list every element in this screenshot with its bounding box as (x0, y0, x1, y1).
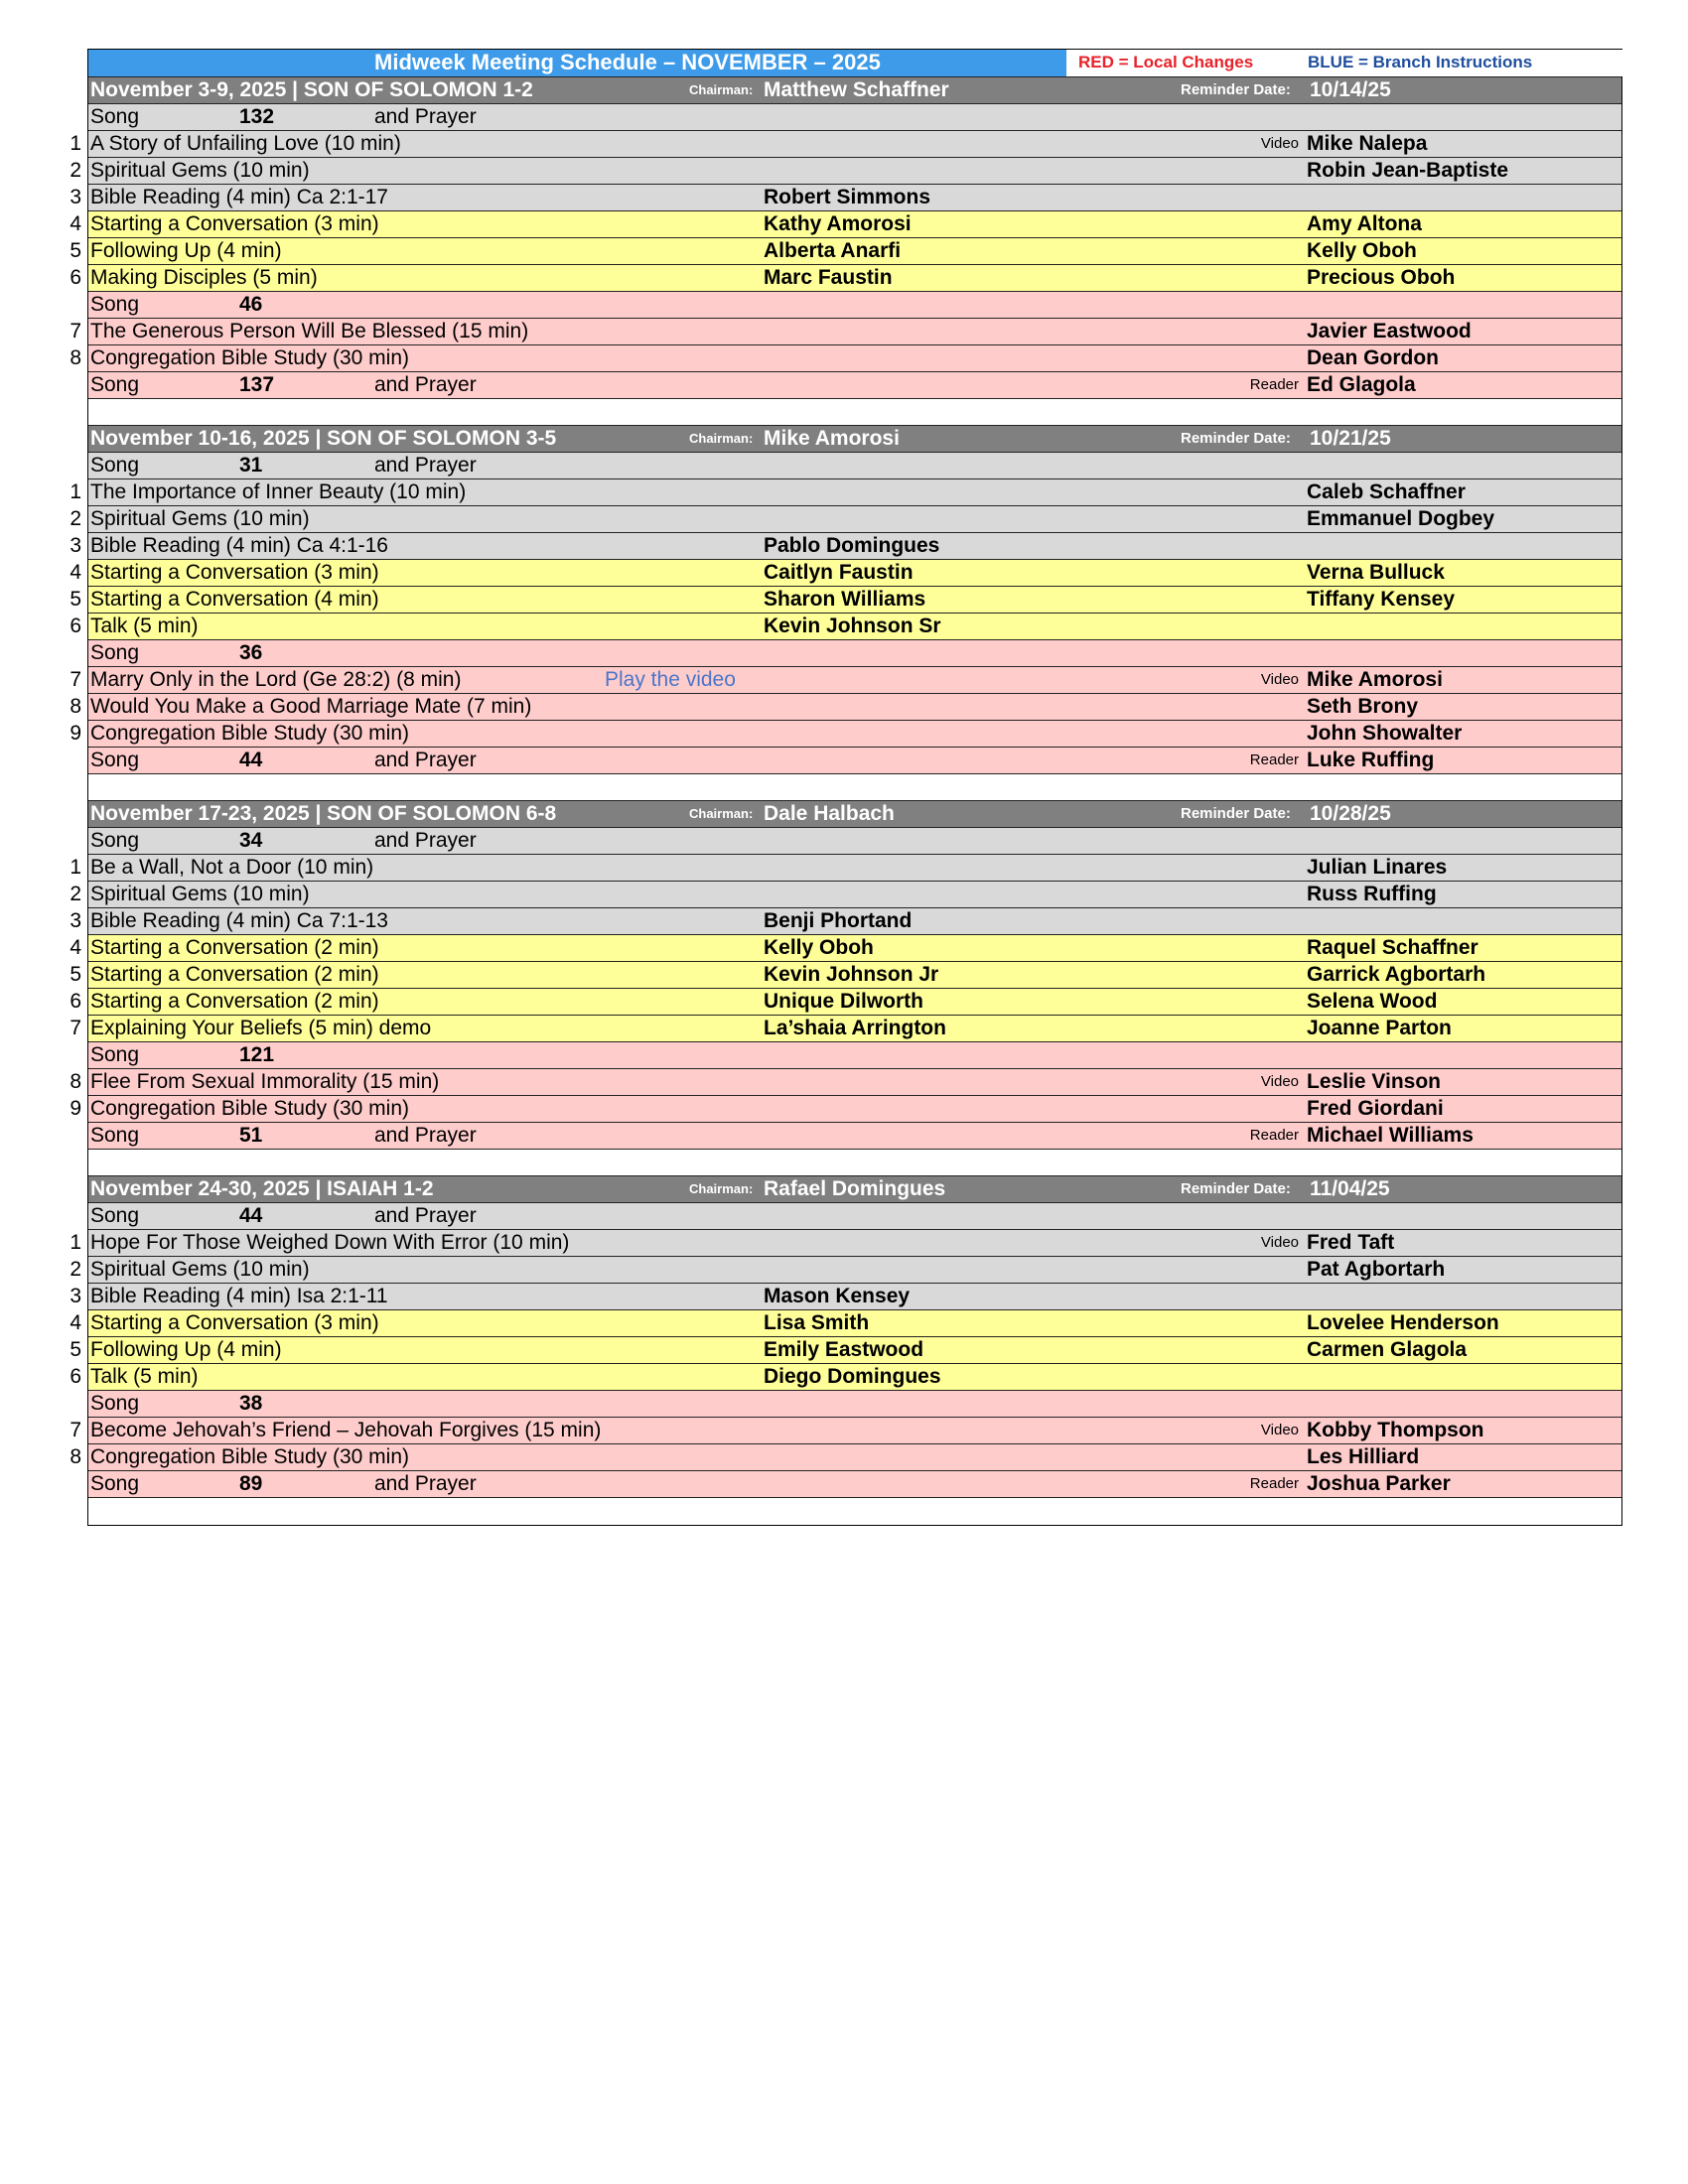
part-title: Bible Reading (4 min) Ca 4:1-16 (90, 534, 388, 557)
assignee-secondary: Amy Altona (1307, 212, 1422, 235)
part-number: 7 (70, 1419, 81, 1441)
prayer-label: and Prayer (374, 373, 477, 396)
assignment-row (70, 614, 1621, 640)
assignee-secondary: Joanne Parton (1307, 1017, 1452, 1039)
reminder-label: Reminder Date: (1181, 430, 1291, 447)
assignee-secondary: Kelly Oboh (1307, 239, 1417, 262)
part-title: Congregation Bible Study (30 min) (90, 1445, 410, 1468)
reminder-label: Reminder Date: (1181, 805, 1291, 822)
assignee-secondary: Lovelee Henderson (1307, 1311, 1499, 1334)
assignee-primary: Kelly Oboh (764, 936, 874, 959)
legend-blue: BLUE = Branch Instructions (1308, 53, 1533, 71)
assignee-secondary: Precious Oboh (1307, 266, 1456, 289)
play-video-link[interactable]: Play the video (605, 668, 736, 691)
legend-red: RED = Local Changes (1078, 53, 1254, 71)
assignee-primary: Kathy Amorosi (764, 212, 912, 235)
part-title: Starting a Conversation (2 min) (90, 990, 379, 1013)
assignee-secondary: Javier Eastwood (1307, 320, 1472, 342)
song-label: Song (90, 1124, 140, 1147)
closing-song-row (88, 748, 1621, 774)
assignment-row (70, 238, 1621, 265)
assignment-row (70, 935, 1621, 962)
assignee-primary: Diego Domingues (764, 1365, 941, 1388)
assignee-secondary: Seth Brony (1307, 695, 1419, 718)
week-header (88, 801, 1621, 828)
spacer-row (88, 399, 1621, 426)
reader-name: Luke Ruffing (1307, 749, 1435, 771)
legend (1066, 50, 1623, 76)
song-label: Song (90, 454, 140, 477)
reader-tag: Reader (1249, 1127, 1299, 1144)
closing-song-row (88, 1123, 1621, 1150)
reminder-label: Reminder Date: (1181, 1180, 1291, 1197)
assignment-row (70, 131, 1621, 158)
part-number: 3 (70, 534, 81, 557)
assignee-secondary: Julian Linares (1307, 856, 1448, 879)
assignment-row (70, 882, 1621, 908)
week-title: November 3-9, 2025 | SON OF SOLOMON 1-2 (90, 78, 533, 101)
part-number: 2 (70, 159, 81, 182)
assignee-secondary: Mike Amorosi (1307, 668, 1443, 691)
prayer-label: and Prayer (374, 749, 477, 771)
assignee-secondary: Leslie Vinson (1307, 1070, 1441, 1093)
part-title: Become Jehovah’s Friend – Jehovah Forgives (15 min) (90, 1419, 602, 1441)
middle-song-row (88, 292, 1621, 319)
part-number: 1 (70, 856, 81, 879)
assignee-primary: Marc Faustin (764, 266, 893, 289)
part-number: 9 (70, 722, 81, 745)
song-label: Song (90, 1204, 140, 1227)
living-row (70, 1444, 1621, 1471)
part-title: Marry Only in the Lord (Ge 28:2) (8 min) (90, 668, 462, 691)
living-row (70, 694, 1621, 721)
chairman-label: Chairman: (689, 1181, 754, 1196)
part-number: 5 (70, 239, 81, 262)
part-number: 7 (70, 1017, 81, 1039)
part-title: Would You Make a Good Marriage Mate (7 min) (90, 695, 532, 718)
middle-song-row (88, 1042, 1621, 1069)
part-title: Explaining Your Beliefs (5 min) demo (90, 1017, 432, 1039)
assignee-primary: Sharon Williams (764, 588, 926, 611)
part-title: The Importance of Inner Beauty (10 min) (90, 480, 467, 503)
assignment-row (70, 185, 1621, 211)
assignment-row (70, 1284, 1621, 1310)
part-number: 7 (70, 320, 81, 342)
assignment-row (70, 211, 1621, 238)
song-label: Song (90, 749, 140, 771)
assignee-secondary: Kobby Thompson (1307, 1419, 1484, 1441)
opening-song-row (88, 104, 1621, 131)
part-number: 4 (70, 1311, 81, 1334)
week-header (88, 426, 1621, 453)
assignee-primary: Mason Kensey (764, 1285, 911, 1307)
song-number: 121 (239, 1043, 275, 1066)
week-title: November 24-30, 2025 | ISAIAH 1-2 (90, 1177, 434, 1200)
part-title: Bible Reading (4 min) Ca 7:1-13 (90, 909, 388, 932)
assignment-row (70, 1310, 1621, 1337)
part-number: 6 (70, 990, 81, 1013)
assignment-row (70, 506, 1621, 533)
opening-song-row (88, 828, 1621, 855)
song-label: Song (90, 829, 140, 852)
assignee-primary: Robert Simmons (764, 186, 931, 208)
weeks-container (70, 77, 1621, 1525)
song-label: Song (90, 641, 140, 664)
chairman-name: Mike Amorosi (764, 427, 900, 450)
assignment-row (70, 479, 1621, 506)
part-title: Making Disciples (5 min) (90, 266, 318, 289)
assignee-secondary: Emmanuel Dogbey (1307, 507, 1495, 530)
assignment-row (70, 962, 1621, 989)
part-title: A Story of Unfailing Love (10 min) (90, 132, 401, 155)
song-number: 36 (239, 641, 263, 664)
song-label: Song (90, 105, 140, 128)
assignee-secondary: John Showalter (1307, 722, 1463, 745)
assignment-row (70, 1364, 1621, 1391)
reader-name: Joshua Parker (1307, 1472, 1451, 1495)
spacer-row (88, 774, 1621, 801)
assignment-row (70, 587, 1621, 614)
part-title: Congregation Bible Study (30 min) (90, 1097, 410, 1120)
part-number: 2 (70, 507, 81, 530)
assignment-row (70, 560, 1621, 587)
part-title: Starting a Conversation (2 min) (90, 936, 379, 959)
part-number: 1 (70, 132, 81, 155)
week-title: November 17-23, 2025 | SON OF SOLOMON 6-8 (90, 802, 557, 825)
assignee-secondary: Raquel Schaffner (1307, 936, 1478, 959)
song-number: 137 (239, 373, 275, 396)
assignment-row (70, 158, 1621, 185)
video-tag: Video (1260, 1073, 1299, 1090)
video-tag: Video (1260, 671, 1299, 688)
song-number: 44 (239, 749, 263, 771)
song-number: 132 (239, 105, 275, 128)
assignment-row (70, 265, 1621, 292)
assignment-row (70, 908, 1621, 935)
part-title: Spiritual Gems (10 min) (90, 507, 310, 530)
living-row (70, 1069, 1621, 1096)
prayer-label: and Prayer (374, 105, 477, 128)
assignee-secondary: Verna Bulluck (1307, 561, 1445, 584)
assignment-row (70, 1230, 1621, 1257)
living-row (70, 1418, 1621, 1444)
assignee-secondary: Caleb Schaffner (1307, 480, 1466, 503)
part-title: Spiritual Gems (10 min) (90, 883, 310, 905)
schedule-title-row (88, 50, 1621, 77)
part-title: Starting a Conversation (2 min) (90, 963, 379, 986)
reader-name: Michael Williams (1307, 1124, 1474, 1147)
assignee-primary: Unique Dilworth (764, 990, 923, 1013)
song-label: Song (90, 1392, 140, 1415)
song-number: 44 (239, 1204, 263, 1227)
reminder-date: 11/04/25 (1310, 1177, 1390, 1200)
part-number: 1 (70, 480, 81, 503)
reminder-date: 10/21/25 (1310, 427, 1391, 450)
living-row (70, 1096, 1621, 1123)
assignee-secondary: Carmen Glagola (1307, 1338, 1468, 1361)
assignee-primary: Kevin Johnson Sr (764, 614, 941, 637)
assignee-secondary: Fred Taft (1307, 1231, 1395, 1254)
living-row (70, 345, 1621, 372)
part-title: The Generous Person Will Be Blessed (15 min) (90, 320, 529, 342)
part-number: 4 (70, 936, 81, 959)
prayer-label: and Prayer (374, 1124, 477, 1147)
part-number: 2 (70, 1258, 81, 1281)
middle-song-row (88, 640, 1621, 667)
song-number: 51 (239, 1124, 263, 1147)
assignee-secondary: Robin Jean-Baptiste (1307, 159, 1509, 182)
chairman-label: Chairman: (689, 431, 754, 446)
living-row (70, 319, 1621, 345)
part-title: Starting a Conversation (3 min) (90, 212, 379, 235)
part-number: 2 (70, 883, 81, 905)
song-number: 31 (239, 454, 263, 477)
part-title: Talk (5 min) (90, 614, 199, 637)
part-title: Be a Wall, Not a Door (10 min) (90, 856, 374, 879)
closing-song-row (88, 372, 1621, 399)
part-title: Spiritual Gems (10 min) (90, 1258, 310, 1281)
week-header (88, 77, 1621, 104)
chairman-label: Chairman: (689, 82, 754, 97)
part-title: Bible Reading (4 min) Ca 2:1-17 (90, 186, 388, 208)
middle-song-row (88, 1391, 1621, 1418)
part-number: 3 (70, 909, 81, 932)
assignee-primary: Alberta Anarfi (764, 239, 902, 262)
part-title: Congregation Bible Study (30 min) (90, 346, 410, 369)
assignee-secondary: Les Hilliard (1307, 1445, 1420, 1468)
chairman-name: Matthew Schaffner (764, 78, 949, 101)
video-tag: Video (1260, 1234, 1299, 1251)
assignee-secondary: Tiffany Kensey (1307, 588, 1455, 611)
chairman-name: Rafael Domingues (764, 1177, 946, 1200)
part-number: 6 (70, 266, 81, 289)
part-number: 3 (70, 186, 81, 208)
part-number: 8 (70, 1445, 81, 1468)
video-tag: Video (1260, 1422, 1299, 1438)
assignee-primary: Kevin Johnson Jr (764, 963, 939, 986)
song-number: 34 (239, 829, 263, 852)
part-title: Bible Reading (4 min) Isa 2:1-11 (90, 1285, 388, 1307)
assignee-primary: La’shaia Arrington (764, 1017, 946, 1039)
part-number: 9 (70, 1097, 81, 1120)
assignee-secondary: Dean Gordon (1307, 346, 1440, 369)
reminder-date: 10/28/25 (1310, 802, 1391, 825)
assignee-secondary: Fred Giordani (1307, 1097, 1444, 1120)
assignment-row (70, 855, 1621, 882)
assignee-primary: Caitlyn Faustin (764, 561, 914, 584)
part-title: Flee From Sexual Immorality (15 min) (90, 1070, 440, 1093)
assignment-row (70, 1016, 1621, 1042)
part-title: Hope For Those Weighed Down With Error (10 min) (90, 1231, 570, 1254)
reader-tag: Reader (1249, 751, 1299, 768)
part-number: 5 (70, 588, 81, 611)
assignee-primary: Benji Phortand (764, 909, 913, 932)
chairman-name: Dale Halbach (764, 802, 895, 825)
assignment-row (70, 1257, 1621, 1284)
reader-name: Ed Glagola (1307, 373, 1416, 396)
assignee-secondary: Pat Agbortarh (1307, 1258, 1446, 1281)
prayer-label: and Prayer (374, 829, 477, 852)
assignee-secondary: Garrick Agbortarh (1307, 963, 1486, 986)
song-label: Song (90, 373, 140, 396)
part-number: 4 (70, 561, 81, 584)
prayer-label: and Prayer (374, 1472, 477, 1495)
part-title: Following Up (4 min) (90, 1338, 282, 1361)
part-number: 6 (70, 1365, 81, 1388)
prayer-label: and Prayer (374, 454, 477, 477)
part-title: Starting a Conversation (3 min) (90, 561, 379, 584)
song-number: 46 (239, 293, 263, 316)
opening-song-row (88, 1203, 1621, 1230)
part-number: 8 (70, 346, 81, 369)
part-number: 3 (70, 1285, 81, 1307)
assignee-primary: Emily Eastwood (764, 1338, 924, 1361)
schedule-title: Midweek Meeting Schedule – NOVEMBER – 2025 (374, 50, 881, 74)
opening-song-row (88, 453, 1621, 479)
spacer-row (88, 1498, 1621, 1525)
assignment-row (70, 1337, 1621, 1364)
song-label: Song (90, 1472, 140, 1495)
part-number: 5 (70, 1338, 81, 1361)
part-title: Following Up (4 min) (90, 239, 282, 262)
reader-tag: Reader (1249, 1475, 1299, 1492)
assignee-primary: Pablo Domingues (764, 534, 940, 557)
week-title: November 10-16, 2025 | SON OF SOLOMON 3-5 (90, 427, 557, 450)
prayer-label: and Prayer (374, 1204, 477, 1227)
song-number: 38 (239, 1392, 263, 1415)
song-label: Song (90, 293, 140, 316)
part-number: 7 (70, 668, 81, 691)
part-number: 6 (70, 614, 81, 637)
reminder-date: 10/14/25 (1310, 78, 1391, 101)
part-number: 4 (70, 212, 81, 235)
part-title: Spiritual Gems (10 min) (90, 159, 310, 182)
chairman-label: Chairman: (689, 806, 754, 821)
song-label: Song (90, 1043, 140, 1066)
part-number: 8 (70, 1070, 81, 1093)
closing-song-row (88, 1471, 1621, 1498)
reminder-label: Reminder Date: (1181, 81, 1291, 98)
part-title: Talk (5 min) (90, 1365, 199, 1388)
assignee-secondary: Selena Wood (1307, 990, 1438, 1013)
assignment-row (70, 533, 1621, 560)
schedule-table (70, 49, 1622, 1526)
week-header (88, 1176, 1621, 1203)
assignee-secondary: Russ Ruffing (1307, 883, 1437, 905)
part-title: Congregation Bible Study (30 min) (90, 722, 410, 745)
part-title: Starting a Conversation (3 min) (90, 1311, 379, 1334)
assignee-secondary: Mike Nalepa (1307, 132, 1428, 155)
reader-tag: Reader (1249, 376, 1299, 393)
part-number: 8 (70, 695, 81, 718)
part-number: 5 (70, 963, 81, 986)
living-row (70, 721, 1621, 748)
song-number: 89 (239, 1472, 263, 1495)
assignment-row (70, 989, 1621, 1016)
video-tag: Video (1260, 135, 1299, 152)
living-row (70, 667, 1621, 694)
spacer-row (88, 1150, 1621, 1176)
part-title: Starting a Conversation (4 min) (90, 588, 379, 611)
assignee-primary: Lisa Smith (764, 1311, 870, 1334)
part-number: 1 (70, 1231, 81, 1254)
